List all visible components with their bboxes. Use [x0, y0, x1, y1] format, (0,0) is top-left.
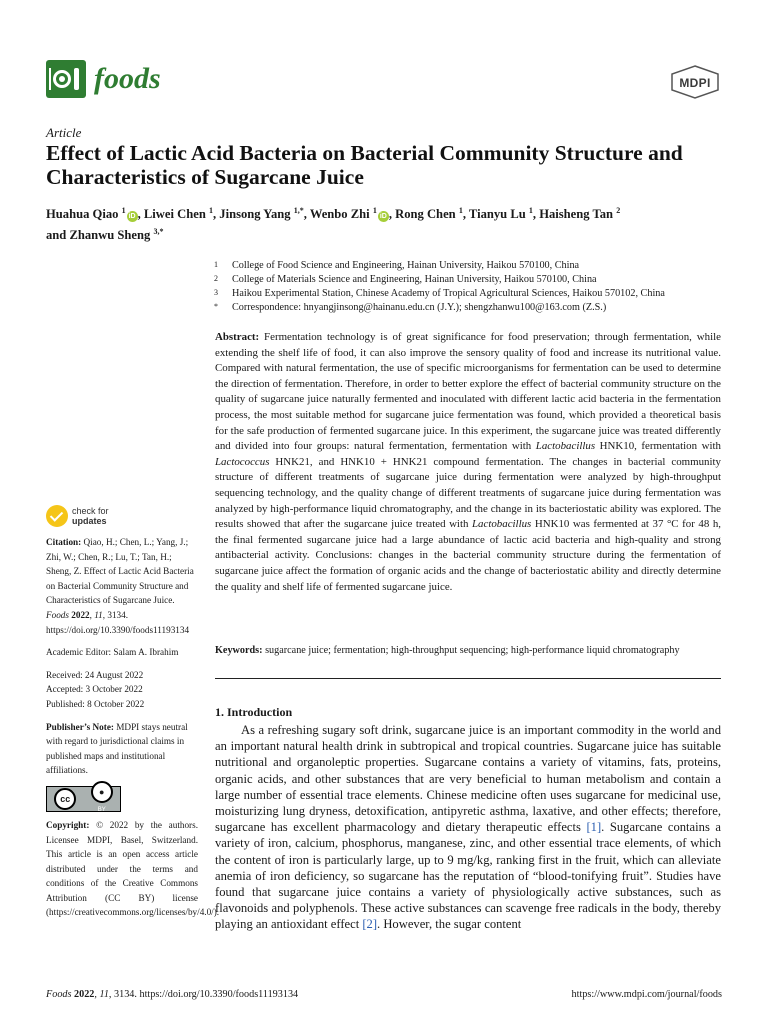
author-name[interactable]: Zhanwu Sheng [69, 228, 151, 243]
author-name[interactable]: Jinsong Yang [219, 207, 291, 222]
doi-link[interactable]: , 3134. https://doi.org/10.3390/foods11193134 [46, 609, 190, 635]
section-divider [215, 678, 721, 679]
copyright-block: Copyright: © 2022 by the authors. Licensee MDPI, Basel, Switzerland. This article is an open access article distributed under the terms and conditions of the Creative Commons Attribution (CC BY) license (https://creativecommons.org/licenses/by/4.0/). [46, 819, 220, 918]
page-footer [46, 989, 722, 1000]
person-icon: ● [91, 781, 113, 803]
dates-block [46, 668, 198, 712]
received-date: Received: 24 August 2022 [46, 669, 144, 680]
abstract-label: Abstract: [215, 331, 260, 343]
orcid-icon[interactable]: iD [379, 213, 387, 221]
footer-doi-link[interactable]: , 3134. https://doi.org/10.3390/foods11193134 [108, 989, 299, 1000]
journal-url-link[interactable]: https://www.mdpi.com/journal/foods [571, 989, 722, 1000]
publisher-name: MDPI [679, 76, 711, 90]
affiliation-item: 1 College of Food Science and Engineering, Hainan University, Haikou 570100, China [214, 260, 580, 271]
academic-editor: Academic Editor: Salam A. Ibrahim [46, 647, 179, 658]
orcid-icon[interactable]: iD [128, 213, 136, 221]
abstract: Abstract: Fermentation technology is of great significance for food preservation; through fermentation, while extending the shelf life of food, it can also improve the sensory quality of food and increase its nutritional value. Compared with natural fermentation, the use of specific microorganisms for fermentation can be used to determine the direction of fermentation. Therefore, in order to better explore the effect of bacterial community structure on the quality of sugarcane juice naturally fermented and inoculated with different lactic acid bacteria in the fermentation process, the most suitable method for sugarcane juice fermentation was found, which provided a theoretical basis for the safe production of fermented sugarcane juice. In this experiment, the sugarcane juice was treated differently and divided into four groups: natural fermentation, fermentation with Lactobacillus HNK10, fermentation with Lactococcus HNK21, and HNK10 + HNK21 compound fermentation. The changes in bacterial community structure of different treatments of sugarcane juice during fermentation were analyzed by high-throughput sequencing technology, and the quality change of different treatments of sugarcane juice during fermentation was analyzed by high-performance liquid chromatography, and the change in its bacteriostatic ability was explored. The results showed that after the sugarcane juice treated with Lactobacillus HNK10 was fermented at 37 °C for 48 h, the final fermented sugarcane juice had a large abundance of lactic acid bacteria and high-quality and strong antibacterial activity. Conclusions: changes in the bacterial community structure during the fermentation of sugarcane juice affect the formation of organic acids and the change of bacteriostatic ability and directly determine the quality and shelf life of fermented sugarcane juice. [215, 331, 721, 593]
sidebar [46, 505, 220, 928]
section-heading-introduction: 1. Introduction [215, 705, 293, 719]
published-date: Published: 8 October 2022 [46, 698, 145, 709]
cc-icon: cc [54, 788, 76, 810]
author-name[interactable]: Liwei Chen [143, 207, 206, 222]
affiliation-item: 3 Haikou Experimental Station, Chinese Academy of Tropical Agricultural Sciences, Haikou 570102, China [214, 288, 665, 299]
journal-name: foods [94, 62, 161, 95]
journal-logo[interactable] [46, 60, 161, 98]
introduction-text: As a refreshing sugary soft drink, sugarcane juice is an important commodity in the world and an important natural health drink in subtropical and tropical countries. Sugarcane juice has suitable nutritional and organoleptic properties. Sugarcane contains a variety of vitamins, fats, proteins, organic acids, and other substances that are very beneficial to human metabolism and contain a large number of essential trace elements. Chinese medicine often uses sugarcane for medicinal use, moisturizing lung dryness, detoxification, antipyretic asthma, laxative, and other effects; therefore, sugarcane has excellent pharmacology and dietary therapeutic effects [1]. Sugarcane contains a variety of iron, calcium, phosphorus, manganese, zinc, and other essential trace elements, of which the content of iron is particularly large, up to 9 mg/kg, ranking first in the fruit, which can alleviate anemia of iron deficiency, so sugarcane has the reputation of “blood-tonifying fruit”. Studies have found that sugarcane juice contains a variety of physiologically active substances, such as flavonoids and polyphenols. These active substances can scavenge free radicals in the body, thereby playing an antioxidant effect [2]. However, the sugar content [215, 723, 721, 932]
author-name[interactable]: Tianyu Lu [468, 207, 526, 222]
author-list: Huahua Qiao $^1$iD , Liwei Chen $^1$, Jinsong Yang $^{1,*}$, Wenbo Zhi $^1$iD , Rong Chen $^1$, Tianyu Lu $^1$, Haisheng Tan $^2$ and Zhanwu Sheng $^{3,*}$ [46, 206, 621, 243]
author-name[interactable]: Huahua Qiao [46, 207, 119, 222]
affiliation-item: * Correspondence: hnyangjinsong@hainanu.edu.cn (J.Y.); shengzhanwu100@163.com (Z.S.) [214, 302, 607, 313]
check-updates-icon [46, 505, 68, 527]
author-name[interactable]: Rong Chen [395, 207, 456, 222]
citation-link[interactable]: [2] [362, 917, 378, 932]
publisher-note: Publisher’s Note: MDPI stays neutral with regard to jurisdictional claims in published maps and institutional affiliations. [46, 721, 188, 776]
keywords-label: Keywords: [215, 645, 263, 656]
keywords: Keywords: sugarcane juice; fermentation; high-throughput sequencing; high-performance liquid chromatography [215, 645, 680, 656]
author-name[interactable]: Wenbo Zhi [309, 207, 370, 222]
citation-link[interactable]: [1] [586, 820, 602, 835]
page-header [46, 60, 722, 104]
affiliations [214, 259, 734, 315]
affiliation-item: 2 College of Materials Science and Engineering, Hainan University, Haikou 570100, China [214, 274, 597, 285]
publisher-logo[interactable] [668, 64, 722, 100]
article-title: Effect of Lactic Acid Bacteria on Bacterial Community Structure and Characteristics of Sugarcane Juice [46, 141, 683, 189]
author-name[interactable]: Haisheng Tan [539, 207, 614, 222]
check-for-updates-button[interactable]: check for updates [46, 505, 198, 527]
citation-block: Citation: Qiao, H.; Chen, L.; Yang, J.; Zhi, W.; Chen, R.; Lu, T.; Tan, H.; Sheng, Z. Effect of Lactic Acid Bacteria on Bacterial Community Structure and Characteristics of Sugarcane Juice. Foods 2022, 11, 3134. https://doi.org/10.3390/foods11193134 [46, 537, 194, 635]
accepted-date: Accepted: 3 October 2022 [46, 684, 143, 695]
cc-by-license-badge[interactable]: cc ● BY [46, 786, 121, 812]
footer-citation: Foods 2022, 11, 3134. https://doi.org/10.3390/foods11193134 [46, 989, 299, 1000]
article-type: Article [46, 125, 82, 140]
foods-logo-icon [46, 60, 86, 98]
